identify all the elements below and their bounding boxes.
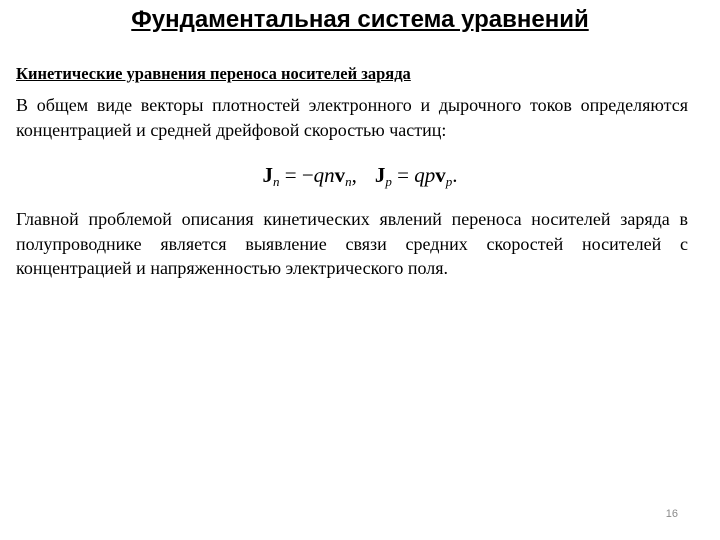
current-density-formula	[0, 163, 720, 190]
formula-jp-velocity-index: p	[445, 174, 453, 189]
formula-jn-velocity: v	[334, 163, 346, 187]
intro-paragraph: В общем виде векторы плотностей электронного и дырочного токов определяются концентрацией и средней дрейфовой скоростью частиц:	[16, 95, 688, 140]
formula-jp-rhs: qp	[414, 163, 436, 187]
page-number: 16	[665, 508, 678, 520]
formula-separator: ,	[351, 163, 357, 187]
formula-jp-symbol: J	[374, 163, 386, 187]
main-paragraph: Главной проблемой описания кинетических явлений переноса носителей заряда в полупроводнике является выявление связи средних скоростей носителей с концентрацией и напряженностью электрического поля.	[16, 209, 688, 278]
slide-title: Фундаментальная система уравнений	[131, 6, 589, 33]
formula-jn-rhs: qn	[313, 163, 335, 187]
formula-jp-velocity: v	[435, 163, 446, 187]
formula-jn-velocity-index: n	[345, 174, 352, 189]
formula-jn-symbol: J	[262, 163, 273, 187]
formula-jn-equals: = −	[279, 163, 314, 187]
formula-jp-index: p	[385, 174, 392, 189]
formula-jp-equals: =	[391, 163, 415, 187]
section-heading: Кинетические уравнения переноса носителей заряда	[16, 64, 411, 83]
formula-end: .	[452, 163, 458, 187]
formula-jn-index: n	[272, 174, 280, 189]
